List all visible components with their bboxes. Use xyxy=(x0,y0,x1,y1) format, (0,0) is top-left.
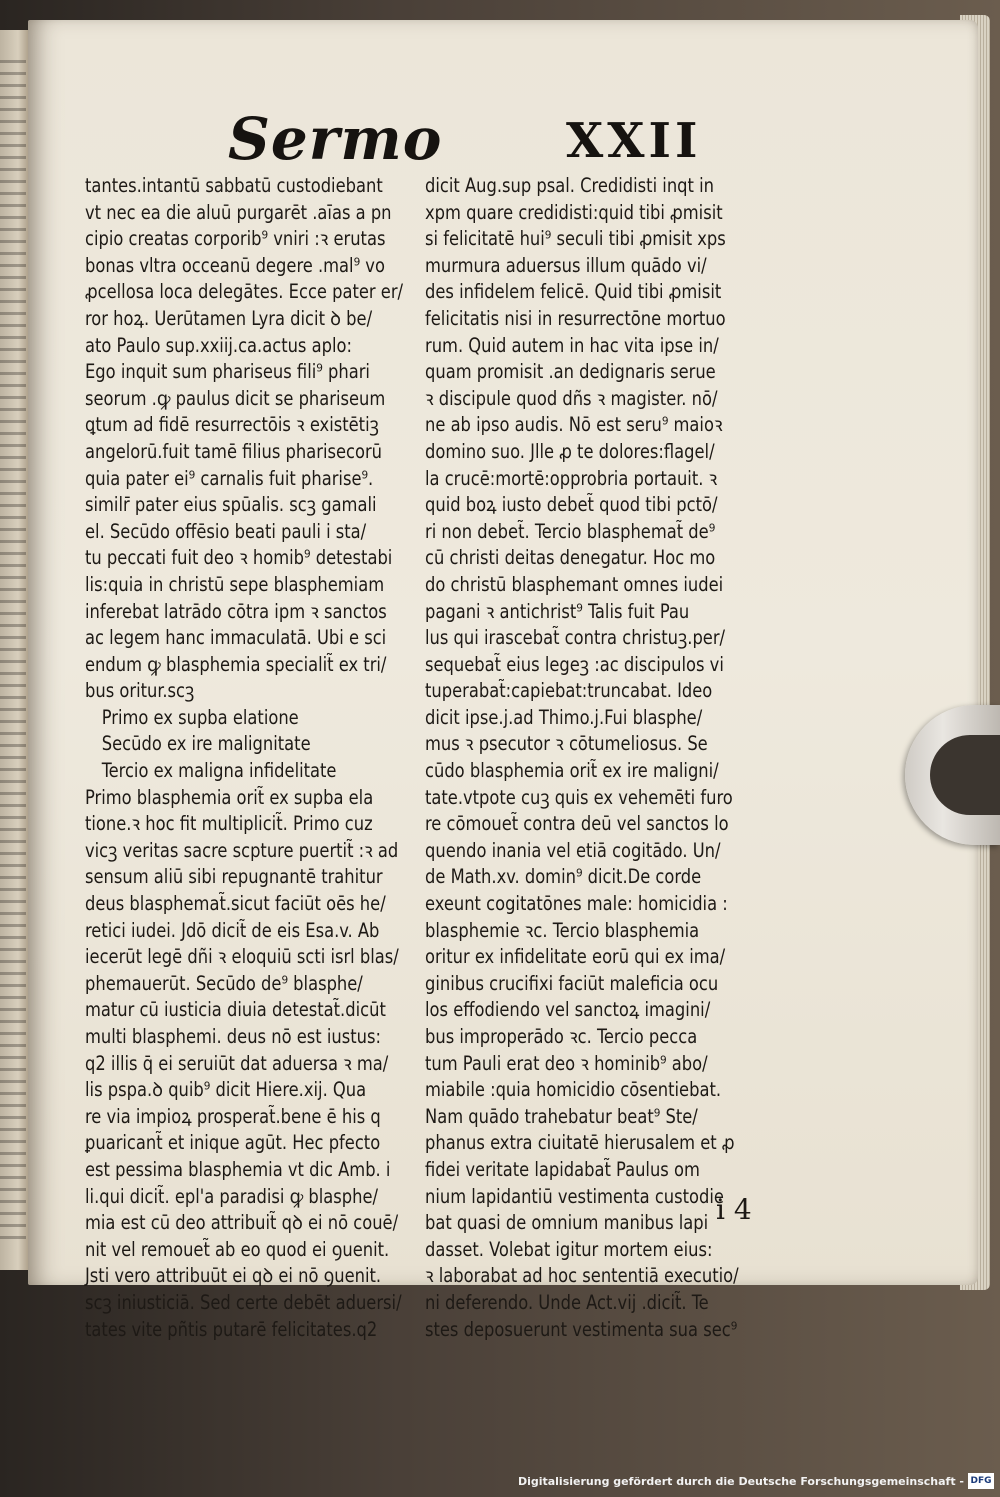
text-line: ne ab ipso audis. Nō est seru⁹ maioꝛ xyxy=(425,413,723,437)
text-line: ror hoꝝ. Uerūtamen Lyra dicit ꝺ be/ xyxy=(85,306,373,330)
text-line: ꝗtum ad fidē resurrectōis ꝛ existētiꝫ xyxy=(85,413,379,437)
text-line: endum ꝙ blasphemia specialit̃ ex tri/ xyxy=(85,652,387,676)
text-line: q2 illis q̄ ei seruiūt dat aduersa ꝛ ma/ xyxy=(85,1051,389,1075)
text-line: est pessima blasphemia vt dic Amb. i xyxy=(85,1157,391,1181)
text-line: dicit Aug.sup psal. Credidisti inqt in xyxy=(425,174,714,197)
text-line: des infidelem felicē. Quid tibi ꝓmisit xyxy=(425,280,722,304)
text-line: multi blasphemi. deus nō est iustus: xyxy=(85,1025,381,1048)
text-line: de Math.xv. domin⁹ dicit.De corde xyxy=(425,865,702,889)
text-line: ginibus crucifixi faciūt maleficia ocu xyxy=(425,971,719,995)
text-line: xpm quare credidisti:quid tibi ꝓmisit xyxy=(425,200,723,224)
facing-page-text-bleed xyxy=(0,60,26,1240)
text-line: ꝓcellosa loca delegātes. Ecce pater er/ xyxy=(85,280,404,304)
digitization-footer xyxy=(0,1470,1000,1497)
text-line: exeunt cogitatōnes male: homicidia : xyxy=(425,892,728,916)
right-text-column xyxy=(425,173,770,1343)
text-line: Primo blasphemia orit̃ ex supba ela xyxy=(85,785,374,809)
text-line: Jsti vero attribuūt ei qꝺ ei nō ꝯuenit. xyxy=(85,1264,382,1288)
text-line: quam promisit .an dedignaris serue xyxy=(425,360,716,384)
text-line: iecerūt legē dñi ꝛ eloquiū scti isrl blas/ xyxy=(85,945,399,969)
text-line: bus improperādo ꝛc. Tercio pecca xyxy=(425,1025,698,1048)
text-line: phemauerūt. Secūdo de⁹ blasphe/ xyxy=(85,971,363,995)
text-line: blasphemie ꝛc. Tercio blasphemia xyxy=(425,918,700,942)
text-line: dicit ipse.j.ad Thimo.j.Fui blasphe/ xyxy=(425,705,703,729)
text-line: miabile :quia homicidio cōsentiebat. xyxy=(425,1078,722,1102)
text-line: re cōmouet̃ contra deū vel sanctos lo xyxy=(425,812,729,836)
text-line: quid boꝝ iusto debet̃ quod tibi pctō/ xyxy=(425,493,718,517)
text-line: cūdo blasphemia orit̃ ex ire maligni/ xyxy=(425,759,719,783)
text-line: deus blasphemat̃.sicut faciūt oēs he/ xyxy=(85,892,386,916)
text-line: nium lapidantiū vestimenta custodie xyxy=(425,1184,724,1208)
text-line: do christū blasphemant omnes iudei xyxy=(425,572,724,596)
text-line: bonas vltra occeanū degere .mal⁹ vo xyxy=(85,253,385,277)
text-line: angelorū.fuit tamē filius pharisecorū xyxy=(85,439,383,463)
text-line: quendo inania vel etiā cogitādo. Un/ xyxy=(425,838,721,862)
page-clip-slot xyxy=(930,735,1000,815)
text-line: domino suo. Jlle ꝓ te dolores:flagel/ xyxy=(425,439,715,463)
text-line: dasset. Volebat igitur mortem eius: xyxy=(425,1237,713,1261)
text-line: scꝫ iniusticiā. Sed certe debēt aduersi/ xyxy=(85,1290,402,1314)
list-item: Primo ex supba elatione xyxy=(101,705,299,729)
text-line: ꝑuaricant̃ et inique agūt. Hec pfecto xyxy=(85,1131,381,1155)
text-line: ni deferendo. Unde Act.vij .dicit̃. Te xyxy=(425,1290,709,1314)
text-line: Ego inquit sum phariseus fili⁹ phari xyxy=(85,360,370,384)
dfg-logo: DFG xyxy=(968,1473,994,1489)
text-line: rum. Quid autem in hac vita ipse in/ xyxy=(425,333,719,357)
text-line: retici iudei. Jdō dicit̃ de eis Esa.v. Ab xyxy=(85,918,380,942)
text-line: tum Pauli erat deo ꝛ hominib⁹ abo/ xyxy=(425,1051,708,1075)
text-line: similr̄ pater eius spūalis. scꝫ gamali xyxy=(85,493,377,517)
text-line: tuperabat̃:capiebat:truncabat. Ideo xyxy=(425,679,713,703)
text-line: ꝛ discipule quod dñs ꝛ magister. nō/ xyxy=(425,386,718,410)
text-line: ꝛ laborabat ad hoc sententiā executio/ xyxy=(425,1264,739,1288)
left-text-column xyxy=(85,173,415,1343)
heading-number: XXII xyxy=(566,113,702,169)
text-line: matur cū iusticia diuia detestat̃.dicūt xyxy=(85,998,386,1022)
text-line: Nam quādo trahebatur beat⁹ Ste/ xyxy=(425,1104,698,1128)
text-line: stes deposuerunt vestimenta sua sec⁹ xyxy=(425,1317,738,1341)
text-line: bat quasi de omnium manibus lapi xyxy=(425,1211,709,1235)
text-line: los effodiendo vel sanctoꝝ imagini/ xyxy=(425,998,711,1022)
footer-credit: Digitalisierung gefördert durch die Deutsche Forschungsgemeinschaft - xyxy=(517,1475,964,1488)
text-line: inferebat latrādo cōtra ipm ꝛ sanctos xyxy=(85,599,387,623)
text-line: la crucē:mortē:opprobria portauit. ꝛ xyxy=(425,466,718,490)
text-line: vt nec ea die aluū purgarēt .aīas a pn xyxy=(85,200,392,224)
text-line: vicꝫ veritas sacre scpture puertit̃ :ꝛ ad xyxy=(85,838,399,862)
text-line: bus oritur.scꝫ xyxy=(85,679,195,703)
text-line: murmura aduersus illum quādo vi/ xyxy=(425,253,707,277)
text-line: seorum .ꝙ paulus dicit se phariseum xyxy=(85,386,386,410)
text-line: mia est cū deo attribuit̃ qꝺ ei nō couē/ xyxy=(85,1211,399,1235)
text-line: re via impioꝝ prosperat̃.bene ē his q xyxy=(85,1104,381,1128)
text-line: tate.vtpote cuꝫ quis ex vehemēti furo xyxy=(425,785,733,809)
text-line: ri non debet̃. Tercio blasphemat̃ de⁹ xyxy=(425,519,716,543)
text-line: mus ꝛ psecutor ꝛ cōtumeliosus. Se xyxy=(425,732,708,756)
list-item: Tercio ex maligna infidelitate xyxy=(101,759,337,783)
text-line: lus qui irascebat̃ contra christuꝫ.per/ xyxy=(425,626,726,650)
text-line: tione.ꝛ hoc fit multiplicit̃. Primo cuz xyxy=(85,812,373,836)
text-line: felicitatis nisi in resurrectōne mortuo xyxy=(425,306,726,330)
text-line: fidei veritate lapidabat̃ Paulus om xyxy=(425,1157,700,1181)
text-line: pagani ꝛ antichrist⁹ Talis fuit Pau xyxy=(425,599,690,623)
text-line: ac legem hanc immaculatā. Ubi e sci xyxy=(85,626,387,650)
text-line: el. Secūdo offēsio beati pauli i sta/ xyxy=(85,519,367,543)
list-item: Secūdo ex ire malignitate xyxy=(101,732,311,756)
text-line: tantes.intantū sabbatū custodiebant xyxy=(85,174,383,197)
text-line: si felicitatē hui⁹ seculi tibi ꝓmisit xps xyxy=(425,227,726,251)
text-line: tu peccati fuit deo ꝛ homib⁹ detestabi xyxy=(85,546,393,570)
text-line: nit vel remouet̃ ab eo quod ei ꝯuenit. xyxy=(85,1237,390,1261)
text-line: li.qui dicit̃. epl'a paradisi ꝙ blasphe/ xyxy=(85,1184,379,1208)
text-line: lis pspa.ꝺ quib⁹ dicit Hiere.xij. Qua xyxy=(85,1078,367,1102)
text-line: cipio creatas corporib⁹ vniri :ꝛ erutas xyxy=(85,227,386,251)
text-line: sequebat̃ eius legeꝫ :ac discipulos vi xyxy=(425,652,724,676)
text-line: cū christi deitas denegatur. Hoc mo xyxy=(425,546,716,570)
text-line: tates vite pñtis putarē felicitates.q2 xyxy=(85,1317,378,1341)
text-line: ato Paulo sup.xxiij.ca.actus aplo꞉ xyxy=(85,333,352,357)
text-line: quia pater ei⁹ carnalis fuit pharise⁹. xyxy=(85,466,374,490)
text-line: oritur ex infidelitate eorū qui ex ima/ xyxy=(425,945,726,969)
text-line: sensum aliū sibi repugnantē trahitur xyxy=(85,865,383,889)
text-line: lis:quia in christū sepe blasphemiam xyxy=(85,572,385,596)
signature-mark: i 4 xyxy=(716,1193,752,1226)
text-line: phanus extra ciuitatē hierusalem et ꝓ xyxy=(425,1131,735,1155)
heading-word: Sermo xyxy=(228,105,443,173)
